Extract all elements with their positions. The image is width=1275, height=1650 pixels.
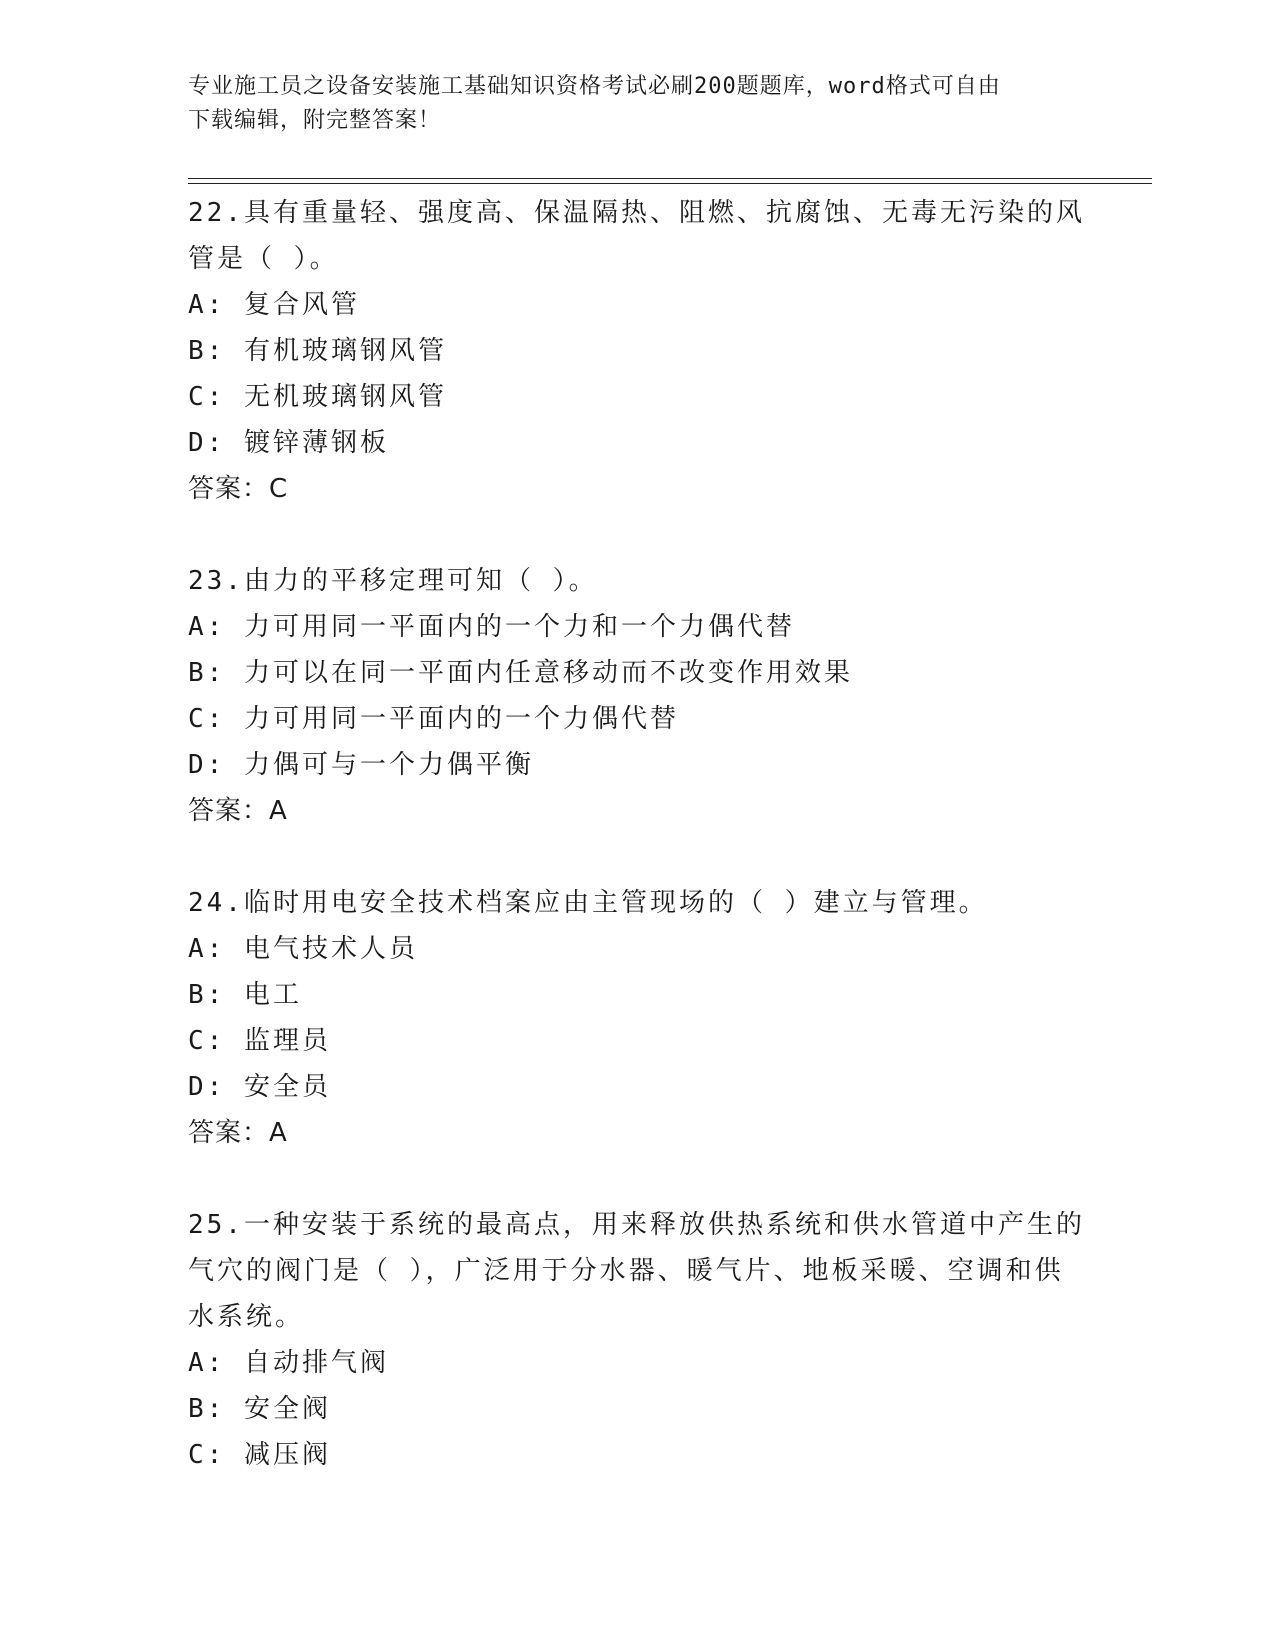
answer-text: 答案：C	[188, 474, 289, 504]
question-stem: 25.一种安装于系统的最高点，用来释放供热系统和供水管道中产生的气穴的阀门是（ ），广泛用于分水器、暖气片、地板采暖、空调和供水系统。	[188, 1210, 1085, 1332]
header-title-line-1: 专业施工员之设备安装施工基础知识资格考试必刷200题题库，word格式可自由	[188, 74, 1001, 99]
question-25	[188, 1202, 1088, 1478]
option-d: D: 镀锌薄钢板	[188, 428, 389, 458]
question-22	[188, 190, 1088, 512]
option-d: D: 力偶可与一个力偶平衡	[188, 750, 534, 780]
answer-text: 答案：A	[188, 796, 288, 826]
option-c: C: 监理员	[188, 1026, 331, 1056]
question-24	[188, 880, 1088, 1156]
question-stem: 24.临时用电安全技术档案应由主管现场的（ ）建立与管理。	[188, 888, 988, 918]
header-divider-top	[188, 178, 1152, 179]
option-a: A: 电气技术人员	[188, 934, 418, 964]
option-c: C: 无机玻璃钢风管	[188, 382, 447, 412]
option-a: A: 复合风管	[188, 290, 360, 320]
option-b: B: 力可以在同一平面内任意移动而不改变作用效果	[188, 658, 853, 688]
option-d: D: 安全员	[188, 1072, 331, 1102]
header-divider-bottom	[188, 183, 1152, 184]
option-b: B: 安全阀	[188, 1394, 331, 1424]
question-stem: 23.由力的平移定理可知（ ）。	[188, 566, 598, 596]
option-b: B: 电工	[188, 980, 302, 1010]
document-header	[188, 70, 1088, 138]
question-list	[188, 190, 1088, 1478]
option-c: C: 力可用同一平面内的一个力偶代替	[188, 704, 679, 734]
question-23	[188, 558, 1088, 834]
spacer	[188, 512, 1088, 558]
option-c: C: 减压阀	[188, 1440, 331, 1470]
spacer	[188, 834, 1088, 880]
answer-text: 答案：A	[188, 1118, 288, 1148]
option-b: B: 有机玻璃钢风管	[188, 336, 447, 366]
header-title-line-2: 下载编辑，附完整答案！	[188, 108, 442, 133]
option-a: A: 自动排气阀	[188, 1348, 389, 1378]
question-stem: 22.具有重量轻、强度高、保温隔热、阻燃、抗腐蚀、无毒无污染的风管是（ ）。	[188, 198, 1085, 274]
spacer	[188, 1156, 1088, 1202]
option-a: A: 力可用同一平面内的一个力和一个力偶代替	[188, 612, 795, 642]
